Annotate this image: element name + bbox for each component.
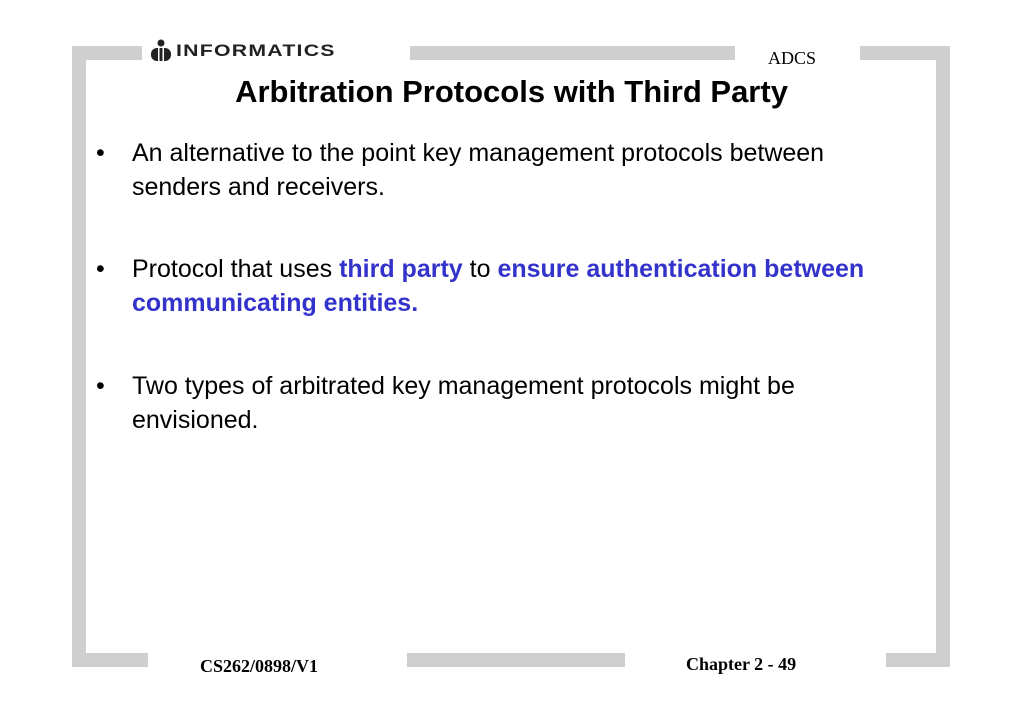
bullet-text: [132, 136, 906, 204]
bullet-marker: •: [96, 255, 105, 283]
logo-text: INFORMATICS: [176, 41, 336, 60]
bullet-marker: •: [96, 372, 105, 400]
highlight-third-party: third party: [339, 255, 463, 283]
corner-tag: ADCS: [768, 48, 817, 68]
frame-bottom-middle-bar: [407, 653, 625, 667]
bullet-text-segment: Protocol that uses: [132, 255, 340, 283]
bullet-text: [132, 369, 906, 437]
footer-page-ref: Chapter 2 - 49: [686, 654, 797, 674]
bullet-text-segment: An alternative to the point key management protocols between senders and receivers.: [132, 139, 825, 201]
informatics-logo: [150, 38, 336, 64]
bullet-marker: •: [96, 139, 105, 167]
bullet-text-segment: to: [462, 255, 498, 283]
bullet-item: [96, 136, 906, 204]
highlight-ensure-authentication: ensure authentication between communicating entities.: [132, 255, 865, 317]
bullet-text: [132, 252, 906, 320]
bullet-item: [96, 252, 906, 320]
frame-bottom-right-bar: [886, 653, 950, 667]
frame-bottom-left-bar: [72, 653, 148, 667]
bullet-text-segment: Two types of arbitrated key management protocols might be envisioned.: [132, 372, 795, 434]
informatics-logo-icon: [150, 39, 172, 63]
frame-right-bar: [936, 46, 950, 666]
footer-course-code: CS262/0898/V1: [200, 656, 319, 676]
slide-title: Arbitration Protocols with Third Party: [235, 74, 788, 109]
bullet-item: [96, 369, 906, 437]
frame-left-bar: [72, 46, 86, 666]
frame-top-middle-bar: [410, 46, 735, 60]
